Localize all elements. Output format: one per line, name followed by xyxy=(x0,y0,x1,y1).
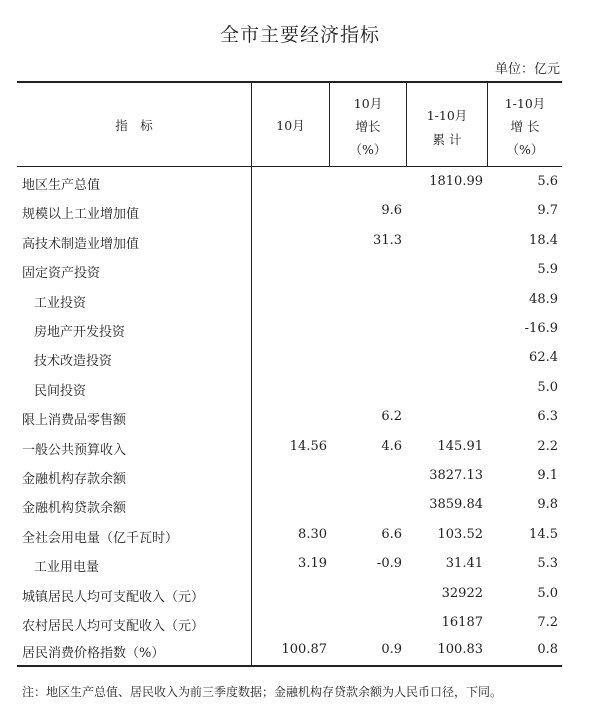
header-col3-line2: 累 计 xyxy=(432,132,462,147)
header-col4 xyxy=(488,92,562,161)
header-col4-line2: 增 长 xyxy=(510,119,540,134)
row-label: 限上消费品零售额 xyxy=(22,413,127,429)
row-label: 规模以上工业增加值 xyxy=(22,207,140,223)
cell-month-growth: 31.3 xyxy=(373,232,402,248)
table-row xyxy=(0,403,600,432)
cell-cumulative-growth: 9.1 xyxy=(537,468,558,483)
row-label: 金融机构存款余额 xyxy=(22,472,127,487)
table-row xyxy=(0,344,600,373)
cell-month-growth: 6.2 xyxy=(381,409,402,425)
cell-cumulative: 31.41 xyxy=(445,556,483,572)
cell-month-growth: 6.6 xyxy=(381,526,402,542)
table-row xyxy=(0,580,600,609)
table-row xyxy=(0,315,600,344)
cell-cumulative: 32922 xyxy=(441,585,483,601)
cell-cumulative-growth: 5.0 xyxy=(537,585,558,601)
header-col1-text: 10月 xyxy=(276,118,305,133)
table-row xyxy=(0,462,600,491)
header-col2-line1: 10月 xyxy=(353,96,383,111)
row-label: 农村居民人均可支配收入（元） xyxy=(22,619,205,634)
header-col4-line1: 1-10月 xyxy=(504,96,546,111)
row-label: 全社会用电量（亿千瓦时） xyxy=(22,530,179,546)
row-label: 工业用电量 xyxy=(34,560,100,576)
cell-cumulative-growth: 6.3 xyxy=(537,409,558,425)
header-col2-line3: （%） xyxy=(349,142,387,157)
cell-month-growth: -0.9 xyxy=(376,556,402,572)
row-label: 城镇居民人均可支配收入（元） xyxy=(22,589,205,605)
cell-month: 3.19 xyxy=(298,556,327,572)
table-header-rule xyxy=(17,166,562,167)
header-indicator-text: 指 标 xyxy=(115,118,153,133)
header-col2 xyxy=(330,92,406,161)
header-indicator xyxy=(17,116,251,134)
cell-month: 8.30 xyxy=(298,526,327,542)
table-top-rule xyxy=(17,81,562,83)
table-row xyxy=(0,286,600,315)
row-label: 技术改造投资 xyxy=(34,354,113,370)
cell-cumulative-growth: 5.0 xyxy=(537,379,558,395)
table-row xyxy=(0,256,600,285)
row-label: 金融机构贷款余额 xyxy=(22,501,127,517)
row-label: 房地产开发投资 xyxy=(34,325,126,340)
cell-cumulative-growth: 62.4 xyxy=(529,350,558,366)
row-label: 工业投资 xyxy=(34,295,87,311)
header-col3-line1: 1-10月 xyxy=(426,108,468,123)
cell-cumulative-growth: 18.4 xyxy=(529,232,558,248)
table-row xyxy=(0,227,600,256)
table-row xyxy=(0,168,600,197)
row-label: 居民消费价格指数（%） xyxy=(22,646,165,661)
row-label: 民间投资 xyxy=(34,383,87,399)
table-row xyxy=(0,550,600,579)
header-col1 xyxy=(252,116,329,134)
cell-cumulative: 3859.84 xyxy=(429,497,483,513)
table-row xyxy=(0,197,600,226)
table-row xyxy=(0,491,600,520)
cell-cumulative-growth: 7.2 xyxy=(537,615,558,630)
cell-cumulative-growth: 2.2 xyxy=(537,438,558,454)
row-label: 固定资产投资 xyxy=(22,266,101,282)
cell-cumulative: 100.83 xyxy=(437,642,483,657)
table-row xyxy=(0,374,600,403)
cell-cumulative-growth: 48.9 xyxy=(529,291,558,307)
table-row xyxy=(0,609,600,638)
table-row xyxy=(0,521,600,550)
cell-cumulative: 145.91 xyxy=(437,438,483,454)
cell-cumulative-growth: -16.9 xyxy=(524,321,558,336)
row-label: 地区生产总值 xyxy=(22,178,101,193)
cell-cumulative-growth: 14.5 xyxy=(529,526,558,542)
row-label: 一般公共预算收入 xyxy=(22,442,127,458)
table-row xyxy=(0,433,600,462)
cell-cumulative: 3827.13 xyxy=(429,468,483,483)
unit-label: 单位：亿元 xyxy=(494,62,560,77)
cell-month: 100.87 xyxy=(281,642,327,657)
cell-cumulative-growth: 5.3 xyxy=(537,556,558,572)
cell-month-growth: 0.9 xyxy=(381,642,402,657)
cell-cumulative-growth: 0.8 xyxy=(537,642,558,657)
cell-month: 14.56 xyxy=(289,438,327,454)
cell-month-growth: 4.6 xyxy=(381,438,402,454)
header-col4-line3: （%） xyxy=(506,142,544,157)
header-col2-line2: 增长 xyxy=(355,119,381,134)
cell-cumulative-growth: 9.8 xyxy=(537,497,558,513)
cell-cumulative: 103.52 xyxy=(437,526,483,542)
cell-cumulative-growth: 5.9 xyxy=(537,262,558,278)
row-label: 高技术制造业增加值 xyxy=(22,236,140,252)
cell-cumulative-growth: 5.6 xyxy=(537,174,558,189)
page-title: 全市主要经济指标 xyxy=(219,24,380,46)
cell-month-growth: 9.6 xyxy=(381,203,402,219)
cell-cumulative: 16187 xyxy=(441,615,483,630)
table-row xyxy=(0,636,600,665)
header-col3 xyxy=(407,104,487,152)
footnote: 注：地区生产总值、居民收入为前三季度数据；金融机构存贷款余额为人民币口径，下同。 xyxy=(22,685,503,699)
cell-cumulative-growth: 9.7 xyxy=(537,203,558,219)
cell-cumulative: 1810.99 xyxy=(429,174,483,189)
